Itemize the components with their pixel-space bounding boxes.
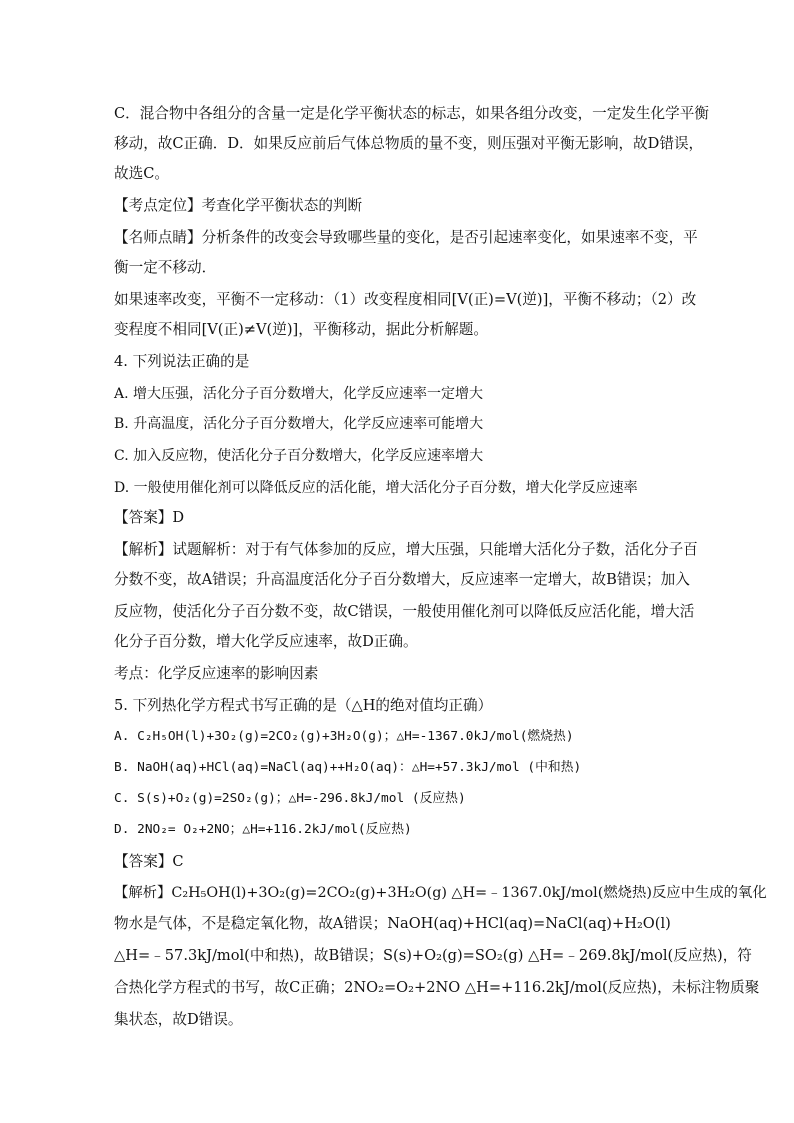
- question-5-answer: 【答案】C: [114, 853, 184, 870]
- question-5-stem: 5. 下列热化学方程式书写正确的是（△H的绝对值均正确）: [114, 697, 493, 714]
- question-5-analysis-line-1: 【解析】C₂H₅OH(l)+3O₂(g)=2CO₂(g)+3H₂O(g) △H=﹣1367.0kJ/mol(燃烧热)反应中生成的氧化: [114, 885, 767, 901]
- question-5-analysis-line-2: 物水是气体，不是稳定氧化物，故A错误；NaOH(aq)+HCl(aq)=NaCl(aq)+H₂O(l): [114, 915, 671, 932]
- text-line-1: C．混合物中各组分的含量一定是化学平衡状态的标志，如果各组分改变，一定发生化学平衡: [114, 105, 709, 122]
- question-5-analysis-line-4: 合热化学方程式的书写，故C正确；2NO₂=O₂+2NO △H=+116.2kJ/mol(反应热)，未标注物质聚: [114, 979, 760, 996]
- question-4-analysis-line-1: 【解析】试题解析：对于有气体参加的反应，增大压强，只能增大活化分子数，活化分子百: [114, 541, 698, 558]
- text-line-5: 【名师点睛】分析条件的改变会导致哪些量的变化，是否引起速率变化，如果速率不变，平: [114, 229, 698, 246]
- question-4-analysis-line-3: 反应物，使活化分子百分数不变，故C错误，一般使用催化剂可以降低反应活化能，增大活: [114, 603, 695, 620]
- question-4-topic: 考点：化学反应速率的影响因素: [114, 665, 319, 682]
- question-4-analysis-line-4: 化分子百分数，增大化学反应速率，故D正确。: [114, 633, 418, 650]
- question-4-answer: 【答案】D: [114, 509, 185, 526]
- text-line-4: 【考点定位】考查化学平衡状态的判断: [114, 197, 363, 214]
- question-5-analysis-line-3: △H=﹣57.3kJ/mol(中和热)，故B错误；S(s)+O₂(g)=SO₂(g) △H=﹣269.8kJ/mol(反应热)，符: [114, 947, 752, 964]
- question-5-option-c: C. S(s)+O₂(g)=2SO₂(g)；△H=-296.8kJ/mol (反应热): [114, 791, 466, 806]
- question-4-option-d: D. 一般使用催化剂可以降低反应的活化能，增大活化分子百分数，增大化学反应速率: [114, 480, 638, 496]
- question-4-stem: 4. 下列说法正确的是: [114, 353, 250, 370]
- question-4-analysis-line-2: 分数不变，故A错误；升高温度活化分子百分数增大，反应速率一定增大，故B错误；加入: [114, 571, 690, 588]
- text-line-2: 移动，故C正确．D．如果反应前后气体总物质的量不变，则压强对平衡无影响，故D错误，: [114, 135, 704, 152]
- question-5-option-a: A. C₂H₅OH(l)+3O₂(g)=2CO₂(g)+3H₂O(g)；△H=-1367.0kJ/mol(燃烧热): [114, 729, 574, 744]
- text-line-6: 衡一定不移动．: [114, 259, 217, 276]
- text-line-7: 如果速率改变，平衡不一定移动：（1）改变程度相同[V(正)=V(逆)]，平衡不移动；（2）改: [114, 291, 697, 308]
- question-5-option-b: B. NaOH(aq)+HCl(aq)=NaCl(aq)++H₂O(aq)：△H=+57.3kJ/mol (中和热): [114, 760, 582, 775]
- text-line-8: 变程度不相同[V(正)≠V(逆)]，平衡移动，据此分析解题。: [114, 321, 488, 338]
- question-4-option-b: B. 升高温度，活化分子百分数增大，化学反应速率可能增大: [114, 416, 484, 432]
- question-5-option-d: D. 2NO₂= O₂+2NO；△H=+116.2kJ/mol(反应热): [114, 822, 412, 837]
- question-4-option-a: A. 增大压强，活化分子百分数增大，化学反应速率一定增大: [114, 386, 484, 402]
- question-5-analysis-line-5: 集状态，故D错误。: [114, 1011, 243, 1028]
- text-line-3: 故选C。: [114, 165, 169, 182]
- question-4-option-c: C. 加入反应物，使活化分子百分数增大，化学反应速率增大: [114, 448, 484, 464]
